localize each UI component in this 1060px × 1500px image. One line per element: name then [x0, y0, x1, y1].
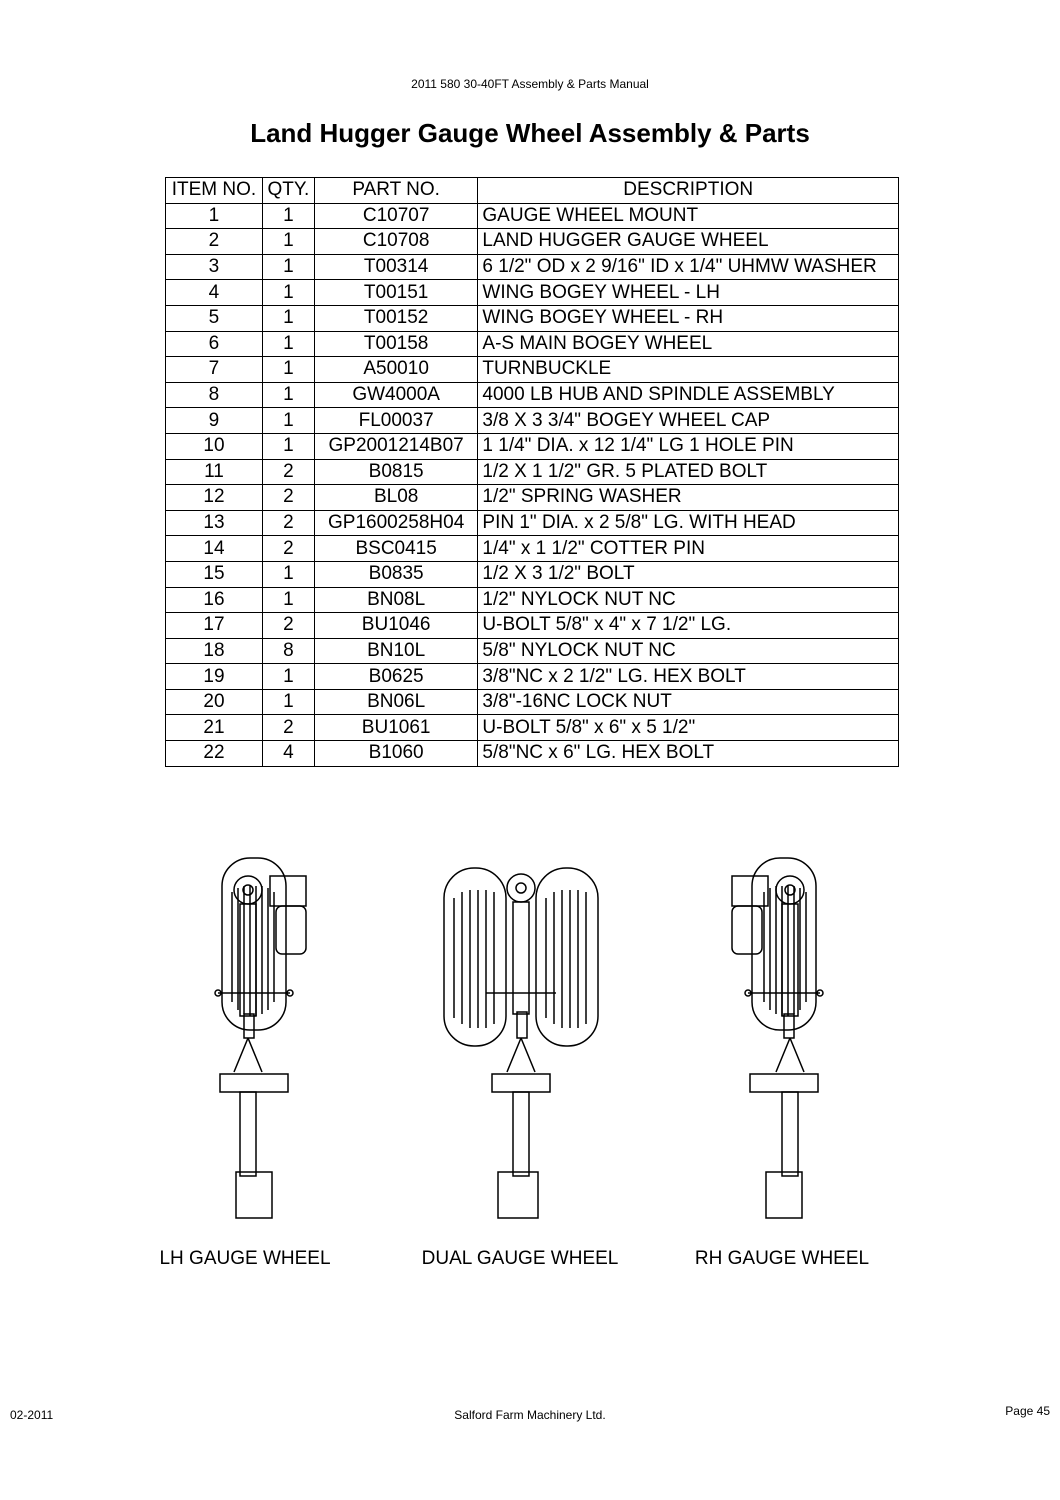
item-no-cell: 5 [166, 305, 263, 331]
table-row [166, 459, 899, 485]
lh-gauge-wheel-drawing [210, 852, 310, 1222]
qty-cell: 8 [262, 638, 314, 664]
item-no-cell: 11 [166, 459, 263, 485]
table-row [166, 689, 899, 715]
qty-cell: 1 [262, 357, 314, 383]
part-no-cell: FL00037 [314, 408, 478, 434]
footer-company: Salford Farm Machinery Ltd. [454, 1408, 606, 1422]
table-header-row [166, 178, 899, 204]
description-cell: 1/4" x 1 1/2" COTTER PIN [478, 536, 899, 562]
item-no-cell: 20 [166, 689, 263, 715]
qty-cell: 1 [262, 433, 314, 459]
qty-cell: 1 [262, 305, 314, 331]
qty-cell: 1 [262, 331, 314, 357]
part-no-cell: B0835 [314, 561, 478, 587]
description-cell: A-S MAIN BOGEY WHEEL [478, 331, 899, 357]
table-row [166, 613, 899, 639]
dual-gauge-wheel-caption: DUAL GAUGE WHEEL [421, 1248, 619, 1269]
item-no-cell: 2 [166, 229, 263, 255]
table-row [166, 203, 899, 229]
part-no-cell: BU1061 [314, 715, 478, 741]
part-no-cell: BN08L [314, 587, 478, 613]
header-description: DESCRIPTION [478, 178, 899, 204]
qty-cell: 1 [262, 664, 314, 690]
manual-title: 2011 580 30-40FT Assembly & Parts Manual [411, 77, 649, 91]
item-no-cell: 9 [166, 408, 263, 434]
part-no-cell: B0815 [314, 459, 478, 485]
table-row [166, 741, 899, 767]
description-cell: PIN 1" DIA. x 2 5/8" LG. WITH HEAD [478, 510, 899, 536]
table-row [166, 510, 899, 536]
table-row [166, 254, 899, 280]
part-no-cell: T00314 [314, 254, 478, 280]
description-cell: LAND HUGGER GAUGE WHEEL [478, 229, 899, 255]
table-row [166, 305, 899, 331]
page-title: Land Hugger Gauge Wheel Assembly & Parts [250, 118, 810, 148]
part-no-cell: GP2001214B07 [314, 433, 478, 459]
part-no-cell: BSC0415 [314, 536, 478, 562]
table-row [166, 587, 899, 613]
table-row [166, 382, 899, 408]
description-cell: U-BOLT 5/8" x 4" x 7 1/2" LG. [478, 613, 899, 639]
table-row [166, 408, 899, 434]
description-cell: 1/2" NYLOCK NUT NC [478, 587, 899, 613]
item-no-cell: 19 [166, 664, 263, 690]
item-no-cell: 17 [166, 613, 263, 639]
description-cell: 3/8"-16NC LOCK NUT [478, 689, 899, 715]
table-row [166, 280, 899, 306]
footer-date: 02-2011 [10, 1408, 54, 1422]
description-cell: WING BOGEY WHEEL - LH [478, 280, 899, 306]
item-no-cell: 12 [166, 485, 263, 511]
table-row [166, 561, 899, 587]
table-row [166, 357, 899, 383]
item-no-cell: 14 [166, 536, 263, 562]
qty-cell: 2 [262, 715, 314, 741]
item-no-cell: 10 [166, 433, 263, 459]
dual-gauge-wheel-drawing [440, 852, 600, 1222]
item-no-cell: 1 [166, 203, 263, 229]
table-row [166, 433, 899, 459]
parts-table [165, 177, 899, 767]
qty-cell: 2 [262, 613, 314, 639]
part-no-cell: B0625 [314, 664, 478, 690]
qty-cell: 1 [262, 587, 314, 613]
item-no-cell: 15 [166, 561, 263, 587]
item-no-cell: 4 [166, 280, 263, 306]
rh-gauge-wheel-drawing [728, 852, 828, 1222]
table-row [166, 536, 899, 562]
table-row [166, 715, 899, 741]
description-cell: 1/2 X 1 1/2" GR. 5 PLATED BOLT [478, 459, 899, 485]
description-cell: 1 1/4" DIA. x 12 1/4" LG 1 HOLE PIN [478, 433, 899, 459]
part-no-cell: BL08 [314, 485, 478, 511]
item-no-cell: 21 [166, 715, 263, 741]
part-no-cell: T00152 [314, 305, 478, 331]
description-cell: 5/8"NC x 6" LG. HEX BOLT [478, 741, 899, 767]
rh-gauge-wheel-caption: RH GAUGE WHEEL [694, 1248, 870, 1269]
header-qty: QTY. [262, 178, 314, 204]
part-no-cell: GP1600258H04 [314, 510, 478, 536]
description-cell: TURNBUCKLE [478, 357, 899, 383]
qty-cell: 1 [262, 382, 314, 408]
part-no-cell: B1060 [314, 741, 478, 767]
table-row [166, 664, 899, 690]
item-no-cell: 3 [166, 254, 263, 280]
parts-table-body [166, 203, 899, 766]
description-cell: 3/8"NC x 2 1/2" LG. HEX BOLT [478, 664, 899, 690]
item-no-cell: 16 [166, 587, 263, 613]
qty-cell: 1 [262, 561, 314, 587]
item-no-cell: 22 [166, 741, 263, 767]
description-cell: 5/8" NYLOCK NUT NC [478, 638, 899, 664]
part-no-cell: T00158 [314, 331, 478, 357]
qty-cell: 2 [262, 485, 314, 511]
qty-cell: 1 [262, 203, 314, 229]
part-no-cell: GW4000A [314, 382, 478, 408]
item-no-cell: 6 [166, 331, 263, 357]
description-cell: 3/8 X 3 3/4" BOGEY WHEEL CAP [478, 408, 899, 434]
header-part-no: PART NO. [314, 178, 478, 204]
description-cell: 4000 LB HUB AND SPINDLE ASSEMBLY [478, 382, 899, 408]
qty-cell: 1 [262, 254, 314, 280]
qty-cell: 2 [262, 459, 314, 485]
item-no-cell: 18 [166, 638, 263, 664]
part-no-cell: C10707 [314, 203, 478, 229]
description-cell: 1/2 X 3 1/2" BOLT [478, 561, 899, 587]
table-row [166, 485, 899, 511]
qty-cell: 1 [262, 280, 314, 306]
part-no-cell: BN10L [314, 638, 478, 664]
table-row [166, 229, 899, 255]
item-no-cell: 7 [166, 357, 263, 383]
description-cell: GAUGE WHEEL MOUNT [478, 203, 899, 229]
description-cell: 1/2" SPRING WASHER [478, 485, 899, 511]
part-no-cell: T00151 [314, 280, 478, 306]
description-cell: 6 1/2" OD x 2 9/16" ID x 1/4" UHMW WASHER [478, 254, 899, 280]
qty-cell: 2 [262, 510, 314, 536]
qty-cell: 1 [262, 408, 314, 434]
footer-page-number: Page 45 [1005, 1404, 1050, 1418]
table-row [166, 638, 899, 664]
qty-cell: 2 [262, 536, 314, 562]
description-cell: WING BOGEY WHEEL - RH [478, 305, 899, 331]
header-item-no: ITEM NO. [166, 178, 263, 204]
part-no-cell: BN06L [314, 689, 478, 715]
qty-cell: 1 [262, 689, 314, 715]
lh-gauge-wheel-caption: LH GAUGE WHEEL [159, 1248, 331, 1269]
part-no-cell: C10708 [314, 229, 478, 255]
qty-cell: 4 [262, 741, 314, 767]
qty-cell: 1 [262, 229, 314, 255]
item-no-cell: 8 [166, 382, 263, 408]
part-no-cell: A50010 [314, 357, 478, 383]
part-no-cell: BU1046 [314, 613, 478, 639]
description-cell: U-BOLT 5/8" x 6" x 5 1/2" [478, 715, 899, 741]
table-row [166, 331, 899, 357]
item-no-cell: 13 [166, 510, 263, 536]
